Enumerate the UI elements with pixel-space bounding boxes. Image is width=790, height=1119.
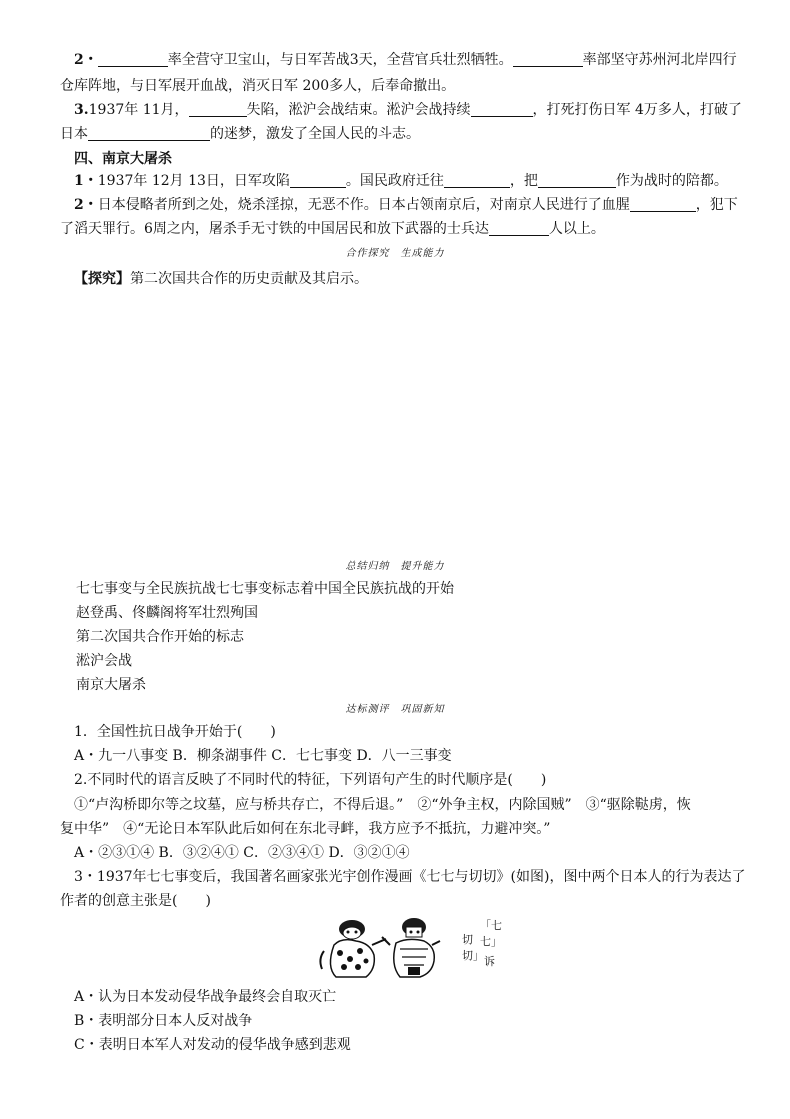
summary-item-4: 淞沪会战 — [76, 653, 132, 669]
q3-blank-1[interactable] — [189, 102, 247, 117]
svg-text:七」: 七」 — [480, 935, 502, 948]
test-q2-quote-line1: ①“卢沟桥即尔等之坟墓，应与桥共存亡，不得后退。” ②“外争主权，内除国贼” ③“驱除鞑虏，恢 — [74, 797, 691, 813]
cartoon-lettering — [462, 918, 502, 968]
q3-number: 3. — [74, 102, 89, 118]
summary-item-5: 南京大屠杀 — [76, 677, 146, 693]
n2-line2: 了滔天罪行。6周之内，屠杀手无寸铁的中国居民和放下武器的士兵达 人以上。 — [60, 221, 605, 237]
svg-text:切」: 切」 — [462, 949, 484, 962]
cartoon-qiqi-yu-qieqie — [312, 915, 504, 981]
q2-line1: 2・ 率全营守卫宝山，与日军苦战3天，全营官兵壮烈牺牲。 率部坚守苏州河北岸四行 — [74, 52, 737, 68]
test-q1-options[interactable]: A・九一八事变 B．柳条湖事件 C．七七事变 D．八一三事变 — [74, 748, 452, 764]
heading-summary: 总结归纳 提升能力 — [345, 561, 445, 572]
svg-text:切: 切 — [462, 933, 473, 946]
q3-line1: 3.1937年 11月， 失陷，淞沪会战结束。淞沪会战持续 ，打死打伤日军 4万多人，打破了 — [74, 102, 742, 118]
test-q3-option-b[interactable]: B・表明部分日本人反对战争 — [74, 1013, 253, 1029]
q2-blank-1[interactable] — [98, 52, 168, 67]
q2-blank-2[interactable] — [513, 52, 583, 67]
summary-item-1: 七七事变与全民族抗战七七事变标志着中国全民族抗战的开始 — [76, 581, 454, 597]
n2-blank-2[interactable] — [489, 221, 549, 236]
test-q2-stem: 2.不同时代的语言反映了不同时代的特征，下列语句产生的时代顺序是( ) — [74, 772, 547, 788]
cartoon-figure-right — [382, 918, 440, 977]
q2-line2: 仓库阵地，与日军展开血战，消灭日军 200多人，后奉命撤出。 — [60, 78, 456, 94]
cartoon-drawing — [312, 915, 504, 981]
n1-blank-3[interactable] — [538, 173, 616, 188]
cartoon-figure-left — [320, 920, 386, 977]
heading-test: 达标测评 巩固新知 — [345, 704, 445, 715]
q3-line2: 日本 的迷梦，激发了全国人民的斗志。 — [60, 126, 420, 142]
test-q3-stem-line2: 作者的创意主张是( ) — [60, 893, 211, 909]
q3-blank-2[interactable] — [471, 102, 533, 117]
n1-blank-2[interactable] — [444, 173, 510, 188]
test-q3-option-a[interactable]: A・认为日本发动侵华战争最终会自取灭亡 — [74, 989, 337, 1005]
q2-number: 2・ — [74, 52, 98, 68]
n1-blank-1[interactable] — [290, 173, 346, 188]
n1-line: 1・1937年 12月 13日，日军攻陷 。国民政府迁往 ，把 作为战时的陪都。 — [74, 173, 728, 189]
summary-item-3: 第二次国共合作开始的标志 — [76, 629, 244, 645]
section4-title: 四、南京大屠杀 — [74, 151, 172, 167]
heading-cooperation: 合作探究 生成能力 — [345, 248, 445, 259]
test-q2-options[interactable]: A・②③①④ B．③②④① C．②③④① D．③②①④ — [74, 845, 410, 861]
q3-blank-3[interactable] — [88, 126, 210, 141]
summary-item-2: 赵登禹、佟麟阁将军壮烈殉国 — [76, 605, 258, 621]
n2-blank-1[interactable] — [630, 197, 696, 212]
svg-text:诉: 诉 — [484, 955, 495, 968]
explore-prompt: 【探究】第二次国共合作的历史贡献及其启示。 — [74, 271, 368, 287]
test-q3-option-c[interactable]: C・表明日本军人对发动的侵华战争感到悲观 — [74, 1037, 351, 1053]
svg-text:「七: 「七 — [480, 919, 502, 932]
n2-line1: 2・日本侵略者所到之处，烧杀淫掠，无恶不作。日本占领南京后，对南京人民进行了血腥 ，犯下 — [74, 197, 738, 213]
test-q3-stem-line1: 3・1937年七七事变后，我国著名画家张光宇创作漫画《七七与切切》(如图)，图中两个日本人的行为表达了 — [74, 869, 746, 885]
test-q2-quote-line2: 复中华” ④“无论日本军队此后如何在东北寻衅，我方应予不抵抗，力避冲突。” — [60, 821, 551, 837]
test-q1-stem: 1．全国性抗日战争开始于( ) — [74, 724, 276, 740]
